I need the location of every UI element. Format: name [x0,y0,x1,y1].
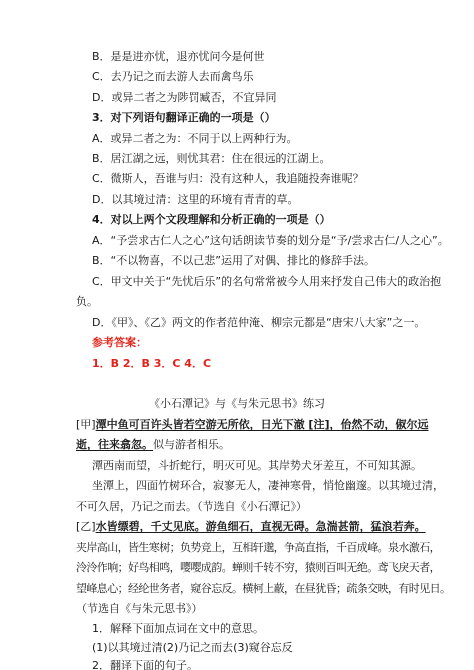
passage-jia-tag: [甲] [76,418,96,431]
question-4-option-b: B．“不以物喜，不以己悲”运用了对偶、排比的修辞手法。 [92,254,375,267]
passage-jia-line-1 [76,418,428,432]
passage-jia-line-4: 坐潭上，四面竹树环合，寂寥无人，凄神寒骨，悄怆幽邃。以其境过清， [92,479,444,492]
question-4-option-a: A．“予尝求古仁人之心”这句话朗读节奏的划分是“予/尝求古仁/人之心”。 [92,234,449,247]
passage-yi-bold-1: 水皆缥碧，千丈见底。游鱼细石，直视无碍。急湍甚箭，猛浪若奔。 [95,520,426,533]
passage-jia-bold-2: 逝，往来翕忽。 [76,438,153,451]
passage-jia-line-3: 潭西南而望，斗折蛇行，明灭可见。其岸势犬牙差互，不可知其源。 [92,459,422,472]
question-3-option-d: D．以其境过清：这里的环境有青青的草。 [92,193,299,206]
passage-jia-line-5: 不可久居，乃记之而去。（节选自《小石潭记》） [76,500,307,513]
passage-jia-rest-2: 似与游者相乐。 [153,438,230,451]
answers-text: 1．B 2．B 3．C 4．C [92,357,212,370]
question-1-stem: 1．解释下面加点词在文中的意思。 [92,622,264,635]
answers-label: 参考答案： [92,336,147,349]
passage-yi-line-2: 夹岸高山，皆生寒树；负势竞上，互相轩邈，争高直指，千百成峰。泉水激石， [76,541,440,554]
question-3-option-c: C．微斯人，吾谁与归：没有这种人，我追随投奔谁呢？ [92,172,364,185]
passage-yi-line-5: （节选自《与朱元思书》） [76,602,203,615]
passage-jia-bold-1: 潭中鱼可百许头皆若空游无所依，日光下澈 [注]，佁然不动，俶尔远 [95,418,429,431]
question-3-stem: 3．对下列语句翻译正确的一项是（） [92,111,276,124]
question-1-items: (1)以其境过清(2)乃记之而去(3)窥谷忘反 [92,641,293,654]
question-3-option-b: B．居江湖之远，则忧其君：住在很远的江湖上。 [92,152,331,165]
question-3-option-a: A．或异二者之为：不同于以上两种行为。 [92,132,298,145]
question-4-option-c: C．甲文中关于“先忧后乐”的名句常常被今人用来抒发自己伟大的政治抱 [92,275,442,288]
question-4-option-d: D．《甲》、《乙》两文的作者范仲淹、柳宗元都是“唐宋八大家”之一。 [92,316,426,329]
section-title: 《小石潭记》与《与朱元思书》练习 [149,397,325,410]
question-4-stem: 4．对以上两个文段理解和分析正确的一项是（） [92,213,331,226]
option-c: C．去乃记之而去游人去而禽鸟乐 [92,70,254,83]
passage-yi-line-4: 望峰息心；经纶世务者，窥谷忘反。横柯上蔽，在昼犹昏；疏条交映，有时见日。 [76,582,451,595]
question-4-option-c-cont: 负。 [76,295,98,308]
passage-yi-tag: [乙] [76,520,96,533]
passage-jia-line-2 [76,438,230,452]
passage-yi-line-1 [76,520,426,534]
option-b: B．是是进亦忧，退亦忧问今是何世 [92,50,265,63]
question-2-stem: 2．翻译下面的句子。 [92,659,198,670]
passage-yi-line-3: 泠泠作响；好鸟相鸣，嘤嘤成韵。蝉则千转不穷，猿则百叫无绝。鸢飞戾天者， [76,561,440,574]
option-d: D．或异二者之为陟罚臧否，不宜异同 [92,91,277,104]
